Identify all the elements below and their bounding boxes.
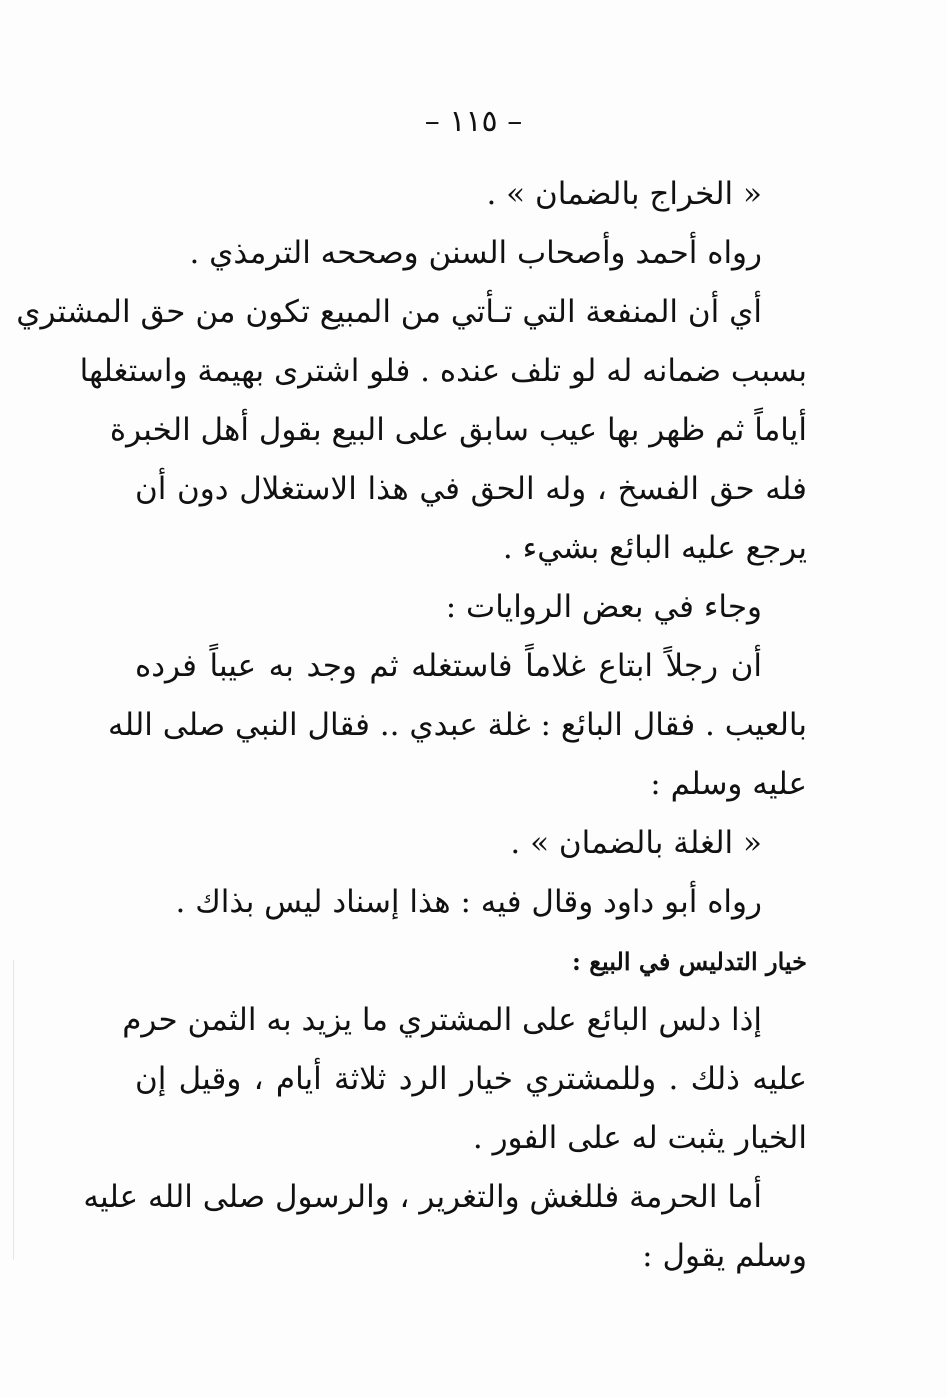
paragraph-line: وجاء في بعض الروايات : <box>445 589 762 625</box>
paragraph-line: أن رجلاً ابتاع غلاماً فاستغله ثم وجد به عيباً فرده <box>135 648 762 684</box>
paragraph-line: بالعيب . فقال البائع : غلة عبدي .. فقال النبي صلى الله <box>107 707 807 743</box>
paragraph-line: فله حق الفسخ ، وله الحق في هذا الاستغلال دون أن <box>135 471 807 507</box>
narration-line-2: رواه أبو داود وقال فيه : هذا إسناد ليس بذاك . <box>175 884 762 920</box>
hadith-quote-2: « الغلة بالضمان » . <box>510 825 762 861</box>
section-heading: خيار التدليس في البيع : <box>572 947 807 976</box>
paragraph-line: إذا دلس البائع على المشتري ما يزيد به الثمن حرم <box>122 1002 762 1038</box>
paragraph-line: الخيار يثبت له على الفور . <box>472 1120 807 1156</box>
page-edge-line <box>13 960 14 1260</box>
page-number: – ١١٥ – <box>424 104 523 139</box>
paragraph-line: يرجع عليه البائع بشيء . <box>502 530 807 566</box>
paragraph-line: بسبب ضمانه له لو تلف عنده . فلو اشترى بهيمة واستغلها <box>79 353 807 389</box>
paragraph-line: أما الحرمة فللغش والتغرير ، والرسول صلى الله عليه <box>83 1179 762 1215</box>
paragraph-line: عليه وسلم : <box>650 766 807 802</box>
paragraph-line: وسلم يقول : <box>642 1238 807 1274</box>
hadith-quote-1: « الخراج بالضمان » . <box>486 176 762 212</box>
paragraph-line: أي أن المنفعة التي تـأتي من المبيع تكون من حق المشتري <box>16 294 762 330</box>
narration-line-1: رواه أحمد وأصحاب السنن وصححه الترمذي . <box>189 235 762 271</box>
paragraph-line: عليه ذلك . وللمشتري خيار الرد ثلاثة أيام ، وقيل إن <box>135 1061 807 1097</box>
page-body <box>16 165 807 1286</box>
paragraph-line: أياماً ثم ظهر بها عيب سابق على البيع بقول أهل الخبرة <box>109 412 807 448</box>
